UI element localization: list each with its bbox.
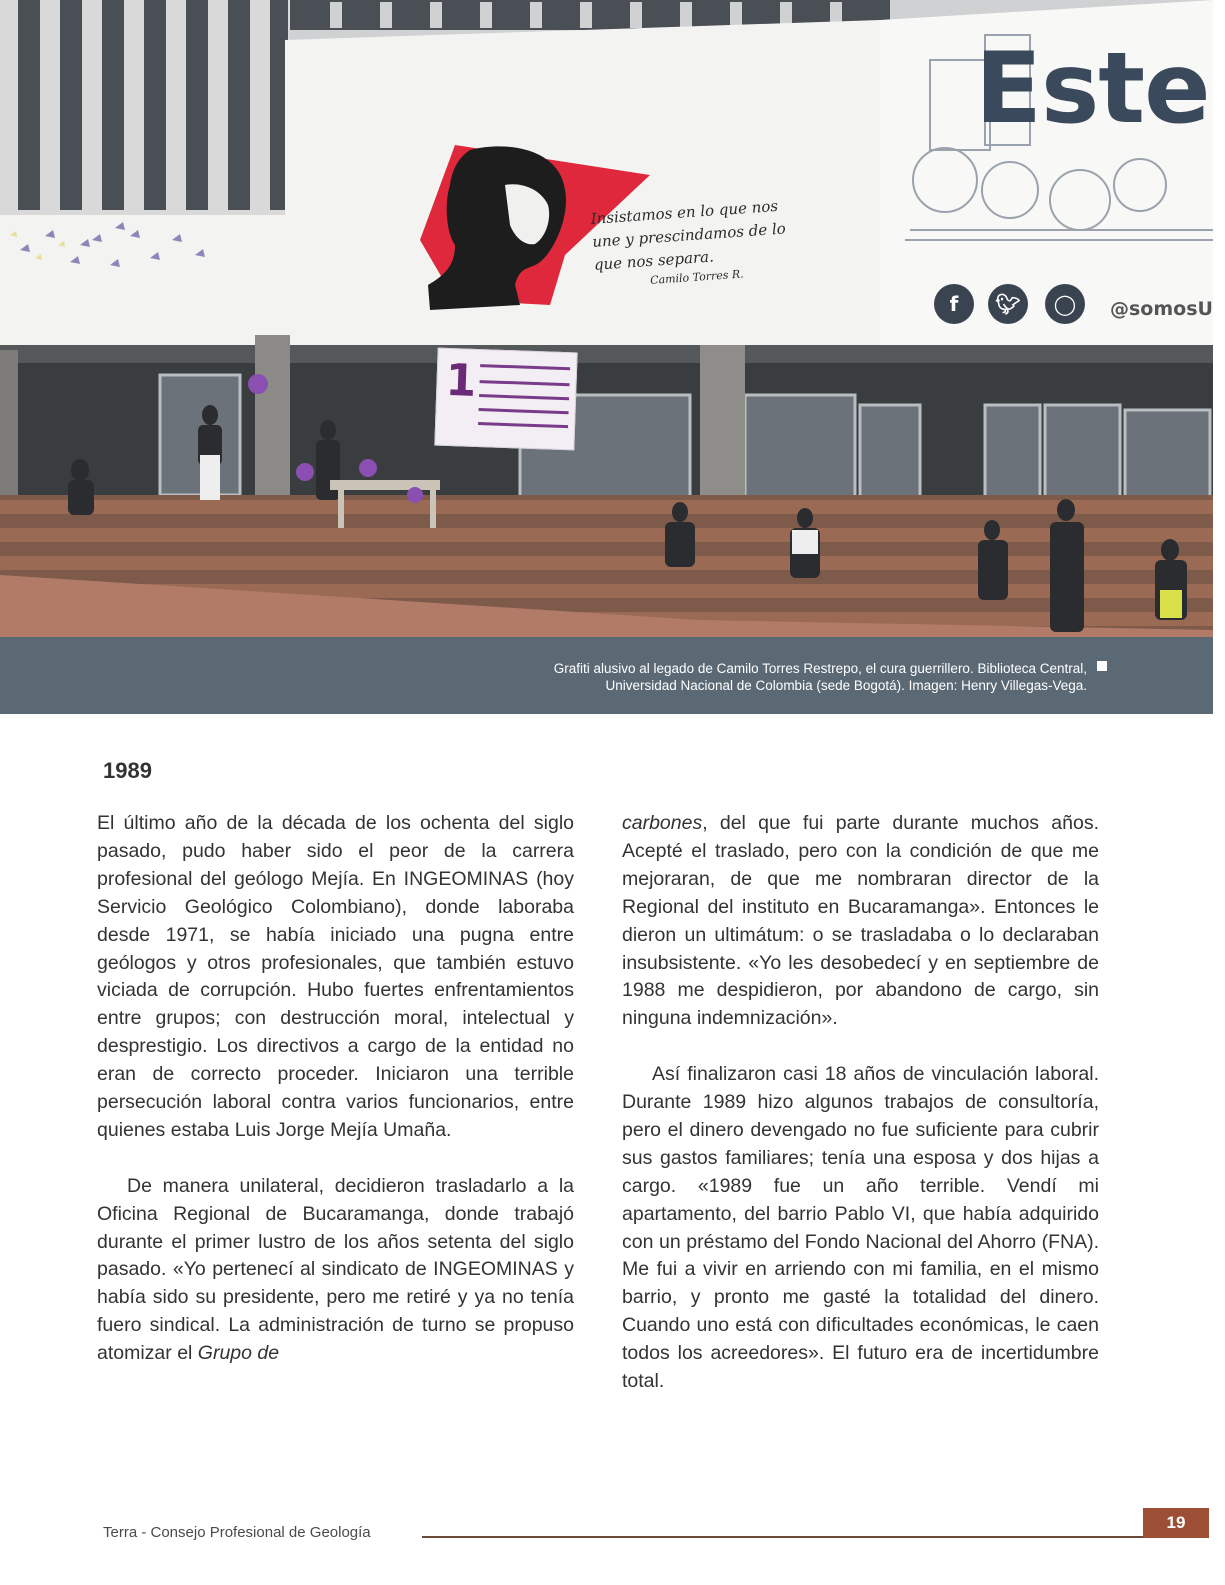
- banner-line: [480, 380, 570, 386]
- caption-bar: [0, 637, 1213, 714]
- instagram-icon: ◯: [1045, 284, 1085, 324]
- paragraph: [97, 1173, 574, 1368]
- caption-square-icon: [1097, 661, 1107, 671]
- banner-line: [479, 408, 569, 414]
- paragraph-text: , del que fui parte durante muchos años. Acepté el traslado, pero con la condición de que me mejoraran, de que me nombraran director de la Regional del instituto en Bucaramanga». Entonces le dieron un ultimátum: o se trasladaba o lo declaraban insubsistente. «Yo les desobedecí y en septiembre de 1988 me despidieron, por abandono de cargo, sin ninguna indemnización».: [622, 812, 1099, 1030]
- footer-rule: [422, 1536, 1200, 1538]
- mural-quote: [590, 193, 815, 293]
- twitter-icon: 🐦︎: [988, 284, 1028, 324]
- section-heading: 1989: [103, 758, 152, 783]
- paragraph-text: De manera unilateral, decidieron trasladarlo a la Oficina Regional de Bucaramanga, donde trabajó durante el primer lustro de los años setenta del siglo pasado. «Yo pertenecí al sindicato de INGEOMINAS y había sido su presidente, pero me retiré y ya no tenía fuero sindical. La administración de turno se propuso atomizar el: [97, 1174, 574, 1365]
- mural-quote-text: Insistamos en lo que nos une y prescindamos de lo que nos separa.: [590, 196, 787, 274]
- caption-line-1: Grafiti alusivo al legado de Camilo Torres Restrepo, el cura guerrillero. Biblioteca Central,: [553, 661, 1087, 676]
- mural-signature: Camilo Torres R.: [649, 267, 745, 287]
- page-number-badge: 19: [1143, 1508, 1209, 1538]
- social-handle: @somosU: [1110, 298, 1213, 320]
- paragraph-emphasis: Grupo de: [197, 1342, 280, 1365]
- paragraph: [622, 810, 1099, 1033]
- banner-line: [478, 422, 568, 428]
- caption-line-2: Universidad Nacional de Colombia (sede Bogotá). Imagen: Henry Villegas-Vega.: [605, 678, 1087, 693]
- photo-caption: [387, 660, 1087, 694]
- banner-line: [479, 394, 569, 400]
- paragraph: Así finalizaron casi 18 años de vinculación laboral. Durante 1989 hizo algunos trabajos de consultoría, pero el dinero devengado no fue suficiente para cubrir sus gastos familiares; tenía una esposa y dos hijas a cargo. «1989 fue un año terrible. Vendí mi apartamento, del barrio Pablo VI, que había adquirido con un préstamo del Fondo Nacional del Ahorro (FNA). Me fui a vivir en arriendo con mi familia, en el mismo barrio, y pronto me gasté la totalidad del dinero. Cuando uno está con dificultades económicas, le caen todos los acreedores». El futuro era de incertidumbre total.: [622, 1063, 1099, 1393]
- footer-publication: Terra - Consejo Profesional de Geología: [103, 1524, 371, 1541]
- banner-line: [480, 364, 570, 370]
- cover-photo: [0, 0, 1213, 637]
- right-column: [622, 810, 1099, 1396]
- paragraph-emphasis: carbones: [622, 812, 703, 834]
- banner-number: 1: [444, 354, 478, 407]
- left-column: [97, 810, 574, 1368]
- facebook-icon: f: [934, 284, 974, 324]
- protest-banner: [434, 348, 577, 451]
- paragraph: El último año de la década de los ochenta del siglo pasado, pudo haber sido el peor de la carrera profesional del geólogo Mejía. En INGEOMINAS (hoy Servicio Geológico Colombiano), donde laboraba desde 1971, se había iniciado una pugna entre geólogos y otros profesionales, que también estuvo viciada de corrupción. Hubo fuertes enfrentamientos entre grupos; con destrucción moral, intelectual y desprestigio. Los directivos a cargo de la entidad no eran de correcto proceder. Iniciaron una terrible persecución laboral contra varios funcionarios, entre quienes estaba Luis Jorge Mejía Umaña.: [97, 812, 574, 1141]
- mural-word: Este: [975, 32, 1210, 146]
